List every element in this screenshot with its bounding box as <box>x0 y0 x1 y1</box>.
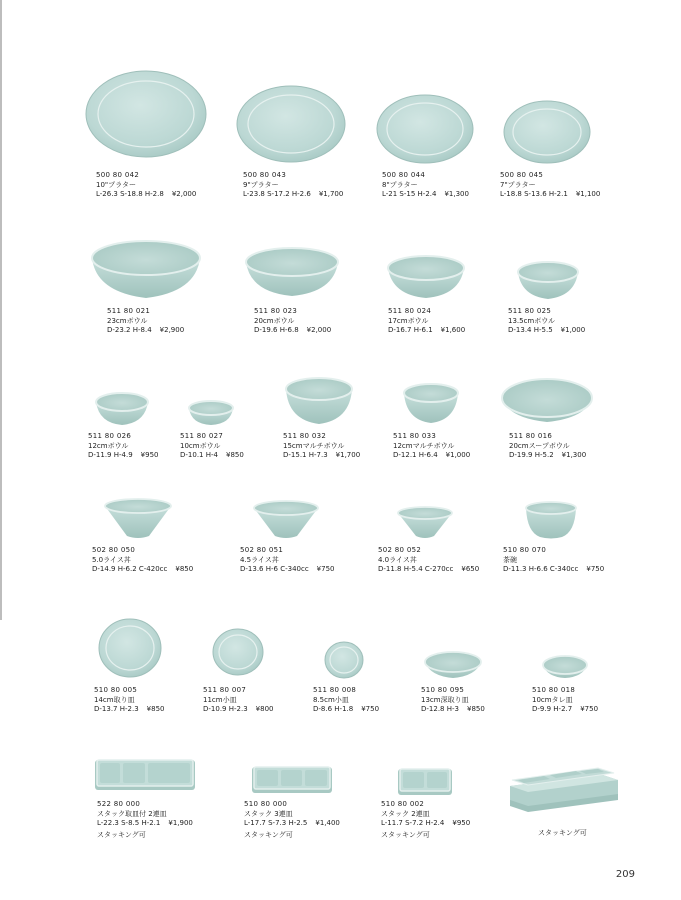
product-dims: D-10.9 H-2.3 <box>203 705 248 713</box>
caption-511-80-023 <box>254 307 331 336</box>
product-price: ¥1,300 <box>444 190 469 198</box>
tea-bowl-image <box>526 502 576 539</box>
product-price: ¥950 <box>452 819 471 827</box>
product-name: 20cmボウル <box>254 316 295 325</box>
plate-11cm-image <box>213 629 263 675</box>
product-dims: D-9.9 H-2.7 <box>532 705 573 713</box>
product-price: ¥1,900 <box>168 819 193 827</box>
deep-plate-13cm-image <box>425 652 481 678</box>
caption-510-80-005 <box>94 686 164 715</box>
product-code: 511 80 032 <box>283 432 327 440</box>
stack-2-section-plate-image <box>398 769 452 795</box>
platter-9-image <box>237 86 345 162</box>
product-code: 511 80 007 <box>203 686 247 694</box>
product-dims: L-11.7 S-7.2 H-2.4 <box>381 819 445 827</box>
caption-511-80-008 <box>313 686 379 715</box>
bowl-17cm-image <box>388 256 464 298</box>
caption-511-80-032 <box>283 432 360 461</box>
caption-500-80-043 <box>243 171 343 200</box>
product-dims: D-10.1 H-4 <box>180 451 218 459</box>
stack-2-section-plate-with-dish-image <box>95 760 195 790</box>
caption-510-80-018 <box>532 686 598 715</box>
rice-bowl-4-0-image <box>398 507 452 538</box>
rice-bowl-5-0-image <box>105 499 171 538</box>
product-dims: L-18.8 S-13.6 H-2.1 <box>500 190 568 198</box>
product-name: スタック 2連皿 <box>381 809 430 818</box>
product-dims: L-22.3 S-8.5 H-2.1 <box>97 819 161 827</box>
product-name: 10cmタレ皿 <box>532 695 573 704</box>
product-dims: D-19.6 H-6.8 <box>254 326 299 334</box>
caption-511-80-024 <box>388 307 465 336</box>
soup-bowl-20cm-image <box>502 379 592 422</box>
stacked-plates-image <box>510 768 618 812</box>
product-code: 511 80 024 <box>388 307 432 315</box>
product-price: ¥1,700 <box>335 451 361 459</box>
caption-510-80-002 <box>381 800 470 840</box>
page-number: 209 <box>615 869 635 880</box>
product-dims: D-14.9 H-6.2 C-420cc <box>92 565 168 573</box>
stacking-note: スタッキング可 <box>97 830 146 839</box>
multi-bowl-12cm-image <box>404 384 458 423</box>
product-name: 12cmボウル <box>88 441 129 450</box>
product-name: 5.0ライス丼 <box>92 555 131 564</box>
product-name: 7"プラター <box>500 180 536 189</box>
product-code: 511 80 026 <box>88 432 132 440</box>
caption-511-80-033 <box>393 432 470 461</box>
product-price: ¥850 <box>225 451 244 459</box>
product-price: ¥750 <box>580 705 599 713</box>
caption-511-80-016 <box>509 432 586 461</box>
product-name: 4.0ライス丼 <box>378 555 417 564</box>
product-code: 511 80 021 <box>107 307 151 315</box>
product-name: 12cmマルチボウル <box>393 441 455 450</box>
product-price: ¥1,300 <box>561 451 587 459</box>
platter-7-image <box>504 101 590 163</box>
product-name: 17cmボウル <box>388 316 429 325</box>
product-dims: D-19.9 H-5.2 <box>509 451 554 459</box>
product-dims: L-26.3 S-18.8 H-2.8 <box>96 190 164 198</box>
product-dims: D-13.4 H-5.5 <box>508 326 553 334</box>
product-price: ¥850 <box>175 565 194 573</box>
caption-500-80-045 <box>500 171 600 200</box>
stacking-note: スタッキング可 <box>538 829 587 837</box>
product-name: 9"プラター <box>243 180 279 189</box>
product-name: 15cmマルチボウル <box>283 441 345 450</box>
plate-14cm-image <box>99 619 161 677</box>
product-code: 502 80 050 <box>92 546 136 554</box>
product-code: 500 80 042 <box>96 171 140 179</box>
stacking-note: スタッキング可 <box>381 830 430 839</box>
caption-511-80-026 <box>88 432 158 461</box>
product-dims: D-11.9 H-4.9 <box>88 451 133 459</box>
product-code: 511 80 025 <box>508 307 552 315</box>
product-price: ¥850 <box>146 705 165 713</box>
product-name: 8"プラター <box>382 180 418 189</box>
product-code: 500 80 045 <box>500 171 544 179</box>
product-code: 500 80 043 <box>243 171 287 179</box>
product-name: 20cmスープボウル <box>509 441 570 450</box>
product-dims: D-12.8 H-3 <box>421 705 459 713</box>
product-dims: L-17.7 S-7.3 H-2.5 <box>244 819 308 827</box>
product-dims: D-13.6 H-6 C-340cc <box>240 565 309 573</box>
product-dims: L-23.8 S-17.2 H-2.6 <box>243 190 311 198</box>
product-price: ¥650 <box>461 565 480 573</box>
product-price: ¥1,600 <box>440 326 466 334</box>
product-code: 511 80 027 <box>180 432 224 440</box>
product-dims: D-12.1 H-6.4 <box>393 451 438 459</box>
caption-510-80-070 <box>503 546 604 575</box>
product-code: 510 80 005 <box>94 686 138 694</box>
product-dims: D-11.8 H-5.4 C-270cc <box>378 565 454 573</box>
product-code: 510 80 095 <box>421 686 465 694</box>
rice-bowl-4-5-image <box>254 501 318 538</box>
stacking-note: スタッキング可 <box>244 830 293 839</box>
product-name: 8.5cm小皿 <box>313 695 349 704</box>
product-price: ¥2,900 <box>159 326 185 334</box>
product-price: ¥800 <box>255 705 274 713</box>
plate-8-5cm-image <box>325 642 363 678</box>
caption-500-80-042 <box>96 171 196 200</box>
product-price: ¥750 <box>586 565 605 573</box>
product-name: スタック取皿付 2連皿 <box>97 809 167 818</box>
caption-522-80-000 <box>97 800 193 840</box>
product-dims: L-21 S-15 H-2.4 <box>382 190 437 198</box>
product-dims: D-23.2 H-8.4 <box>107 326 152 334</box>
caption-502-80-052 <box>378 546 479 575</box>
bowl-20cm-image <box>246 248 338 296</box>
bowl-13-5cm-image <box>518 262 578 299</box>
product-price: ¥1,000 <box>445 451 471 459</box>
product-price: ¥1,000 <box>560 326 586 334</box>
product-name: 23cmボウル <box>107 316 148 325</box>
product-code: 510 80 070 <box>503 546 547 554</box>
multi-bowl-15cm-image <box>286 378 352 424</box>
product-price: ¥750 <box>361 705 380 713</box>
product-code: 502 80 052 <box>378 546 422 554</box>
product-code: 510 80 002 <box>381 800 425 808</box>
product-price: ¥1,400 <box>315 819 340 827</box>
product-price: ¥2,000 <box>306 326 332 334</box>
caption-510-80-095 <box>421 686 485 715</box>
product-price: ¥1,100 <box>575 190 601 198</box>
caption-502-80-050 <box>92 546 193 575</box>
stack-3-section-plate-image <box>252 767 332 793</box>
product-price: ¥1,700 <box>318 190 344 198</box>
caption-500-80-044 <box>382 171 469 200</box>
product-dims: D-16.7 H-6.1 <box>388 326 433 334</box>
product-name: スタック 3連皿 <box>244 809 293 818</box>
bowl-12cm-image <box>96 393 148 425</box>
product-code: 500 80 044 <box>382 171 426 179</box>
product-name: 13.5cmボウル <box>508 316 556 325</box>
product-code: 502 80 051 <box>240 546 284 554</box>
product-code: 511 80 023 <box>254 307 298 315</box>
caption-502-80-051 <box>240 546 335 575</box>
caption-510-80-000 <box>244 800 340 840</box>
product-name: 11cm小皿 <box>203 695 237 704</box>
bowl-23cm-image <box>92 241 200 298</box>
product-price: ¥2,000 <box>171 190 197 198</box>
caption-511-80-025 <box>508 307 585 336</box>
product-dims: D-15.1 H-7.3 <box>283 451 328 459</box>
product-name: 4.5ライス丼 <box>240 555 279 564</box>
product-code: 510 80 000 <box>244 800 288 808</box>
product-code: 511 80 016 <box>509 432 553 440</box>
product-price: ¥750 <box>316 565 335 573</box>
product-name: 13cm深取り皿 <box>421 695 469 704</box>
product-code: 522 80 000 <box>97 800 141 808</box>
product-name: 10cmボウル <box>180 441 221 450</box>
product-code: 510 80 018 <box>532 686 576 694</box>
bowl-10cm-image <box>189 401 233 425</box>
product-name: 茶碗 <box>503 555 517 564</box>
caption-511-80-007 <box>203 686 273 715</box>
platter-8-image <box>377 95 473 163</box>
product-dims: D-8.6 H-1.8 <box>313 705 354 713</box>
caption-511-80-027 <box>180 432 244 461</box>
product-dims: D-11.3 H-6.6 C-340cc <box>503 565 579 573</box>
product-name: 10"プラター <box>96 180 137 189</box>
product-code: 511 80 033 <box>393 432 437 440</box>
caption-511-80-021 <box>107 307 184 336</box>
product-name: 14cm取り皿 <box>94 695 135 704</box>
sauce-plate-10cm-image <box>543 656 587 678</box>
product-price: ¥850 <box>466 705 485 713</box>
product-dims: D-13.7 H-2.3 <box>94 705 139 713</box>
platter-10-image <box>86 71 206 157</box>
product-code: 511 80 008 <box>313 686 357 694</box>
product-price: ¥950 <box>140 451 159 459</box>
